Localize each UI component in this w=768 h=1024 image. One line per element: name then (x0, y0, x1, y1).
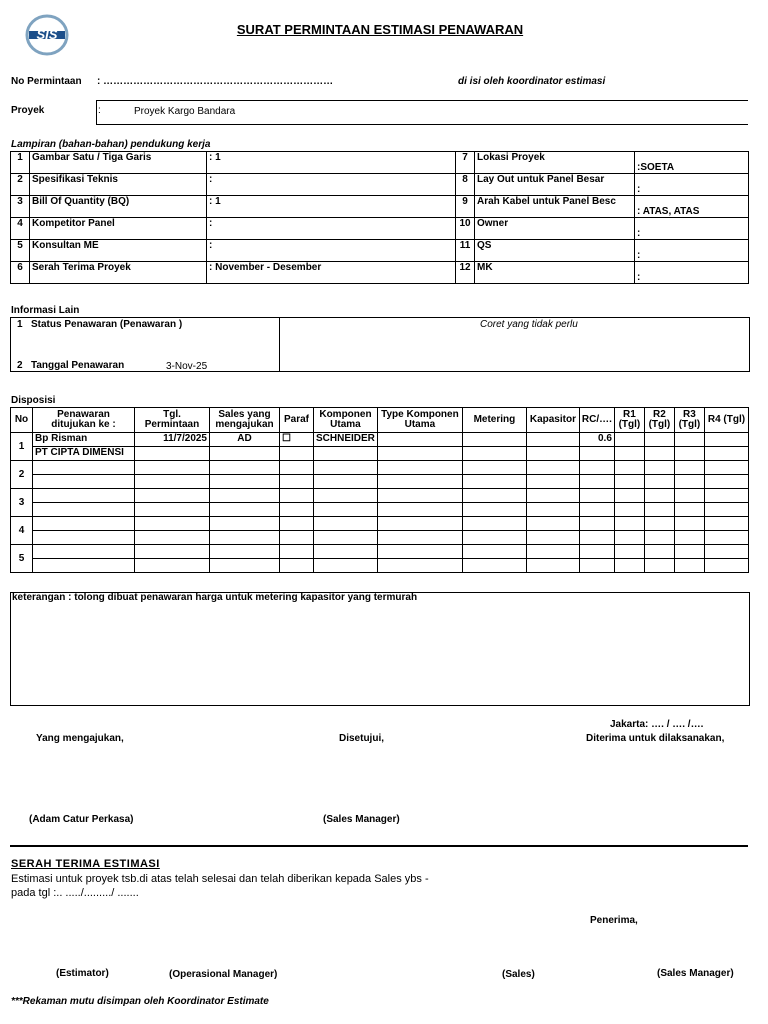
table-cell (314, 489, 378, 503)
submitted-label: Yang mengajukan, (36, 733, 124, 744)
table-cell (579, 559, 614, 573)
table-cell (462, 559, 526, 573)
table-row (11, 433, 749, 447)
table-cell (314, 475, 378, 489)
col-header: Penawaran ditujukan ke : (33, 408, 135, 433)
attachment-label: Gambar Satu / Tiga Garis (30, 152, 207, 174)
table-cell (314, 531, 378, 545)
table-cell (579, 461, 614, 475)
attachment-value: :SOETA (635, 152, 749, 174)
attachment-label: Konsultan ME (30, 240, 207, 262)
table-cell (33, 559, 135, 573)
table-cell (280, 447, 314, 461)
table-cell (280, 489, 314, 503)
row-no: 5 (11, 545, 33, 573)
coordinator-note: di isi oleh koordinator estimasi (458, 76, 606, 87)
table-cell (210, 475, 280, 489)
table-cell (526, 489, 579, 503)
col-header: R1 (Tgl) (614, 408, 644, 433)
table-cell (614, 475, 644, 489)
table-row (11, 517, 749, 531)
table-row (11, 531, 749, 545)
attachment-label: Lay Out untuk Panel Besar (475, 174, 635, 196)
paraf-mark: ☐ (280, 433, 314, 447)
attachments-heading: Lampiran (bahan-bahan) pendukung kerja (11, 139, 211, 150)
table-cell (644, 489, 674, 503)
col-header: Paraf (280, 408, 314, 433)
table-cell (579, 531, 614, 545)
table-cell (704, 461, 748, 475)
table-cell (644, 545, 674, 559)
table-cell (280, 461, 314, 475)
table-cell (704, 517, 748, 531)
table-cell (210, 531, 280, 545)
col-header: R3 (Tgl) (674, 408, 704, 433)
table-cell (33, 531, 135, 545)
receiver-label: Penerima, (590, 915, 638, 926)
main-component: SCHNEIDER (314, 433, 378, 447)
document-title: SURAT PERMINTAAN ESTIMASI PENAWARAN (236, 22, 524, 37)
sales-person: AD (210, 433, 280, 447)
table-cell (614, 517, 644, 531)
table-row (11, 447, 749, 461)
attachment-no: 3 (11, 196, 30, 218)
row-no: 2 (11, 461, 33, 489)
table-cell (614, 559, 644, 573)
disposition-header-row (11, 408, 749, 433)
col-header: Tgl. Permintaan (135, 408, 210, 433)
table-cell (579, 503, 614, 517)
table-cell (135, 461, 210, 475)
submitter-name: (Adam Catur Perkasa) (29, 814, 134, 825)
table-cell (579, 545, 614, 559)
table-cell (314, 517, 378, 531)
table-cell (280, 517, 314, 531)
table-cell (614, 461, 644, 475)
table-cell (135, 489, 210, 503)
project-bottom-rule (96, 124, 748, 125)
table-cell (210, 503, 280, 517)
table-cell (644, 559, 674, 573)
table-cell (377, 503, 462, 517)
project-label: Proyek (11, 105, 45, 116)
table-cell (644, 447, 674, 461)
attachment-label: Owner (475, 218, 635, 240)
attachment-label: Arah Kabel untuk Panel Besc (475, 196, 635, 218)
sig-sales: (Sales) (502, 969, 535, 980)
table-cell (462, 475, 526, 489)
disposition-table (10, 407, 749, 573)
place-date: Jakarta: …. / …. /…. (610, 719, 704, 730)
table-cell (644, 433, 674, 447)
sig-operational-manager: (Operasional Manager) (169, 969, 278, 980)
table-cell (674, 531, 704, 545)
attachment-no: 8 (456, 174, 475, 196)
table-cell (674, 489, 704, 503)
table-cell (526, 545, 579, 559)
table-cell (526, 475, 579, 489)
table-cell (210, 545, 280, 559)
request-date: 11/7/2025 (135, 433, 210, 447)
request-no-label: No Permintaan (11, 76, 82, 87)
table-cell (33, 475, 135, 489)
table-cell (526, 559, 579, 573)
table-cell (462, 503, 526, 517)
table-cell (614, 503, 644, 517)
sig-sales-manager: (Sales Manager) (657, 968, 734, 979)
handover-line2: pada tgl :.. ...../........./ ....... (11, 887, 139, 899)
table-cell (377, 489, 462, 503)
table-cell (33, 545, 135, 559)
table-cell (462, 517, 526, 531)
attachment-no: 1 (11, 152, 30, 174)
attachment-no: 7 (456, 152, 475, 174)
strike-note: Coret yang tidak perlu (480, 319, 578, 330)
project-left-rule (96, 100, 97, 124)
received-label: Diterima untuk dilaksanakan, (586, 733, 725, 744)
attachment-label: Spesifikasi Teknis (30, 174, 207, 196)
attachment-label: Bill Of Quantity (BQ) (30, 196, 207, 218)
table-cell (210, 489, 280, 503)
table-cell (210, 461, 280, 475)
table-cell (644, 531, 674, 545)
table-cell (314, 503, 378, 517)
attachment-label: Kompetitor Panel (30, 218, 207, 240)
handover-line1: Estimasi untuk proyek tsb.di atas telah selesai dan telah diberikan kepada Sales ybs - (11, 873, 429, 885)
table-cell (674, 433, 704, 447)
col-header: RC/…. (579, 408, 614, 433)
attachment-value: : (635, 218, 749, 240)
table-cell (210, 447, 280, 461)
table-cell (135, 559, 210, 573)
table-cell (704, 503, 748, 517)
row-no: 3 (11, 489, 33, 517)
notes-box (10, 592, 750, 706)
attachment-row (11, 262, 749, 284)
offer-date-no: 2 (17, 360, 23, 371)
table-cell (579, 447, 614, 461)
table-cell (614, 489, 644, 503)
table-cell (579, 475, 614, 489)
attachment-no: 10 (456, 218, 475, 240)
attachment-no: 11 (456, 240, 475, 262)
table-cell (280, 545, 314, 559)
row-no: 1 (11, 433, 33, 461)
attachment-no: 6 (11, 262, 30, 284)
recipient-company: PT CIPTA DIMENSI (33, 447, 135, 461)
table-cell (210, 517, 280, 531)
table-cell (377, 517, 462, 531)
offer-date-label: Tanggal Penawaran (31, 360, 125, 371)
table-row (11, 503, 749, 517)
table-cell (526, 517, 579, 531)
col-header: Type Komponen Utama (377, 408, 462, 433)
table-cell (33, 461, 135, 475)
attachment-value: : 1 (207, 196, 456, 218)
table-cell (314, 447, 378, 461)
table-cell (614, 531, 644, 545)
table-cell (579, 517, 614, 531)
table-cell (377, 447, 462, 461)
table-cell (704, 447, 748, 461)
table-cell (614, 447, 644, 461)
attachment-value: : ATAS, ATAS (635, 196, 749, 218)
attachment-row (11, 240, 749, 262)
table-row (11, 489, 749, 503)
attachment-value: : (635, 262, 749, 284)
table-cell (135, 447, 210, 461)
project-value: Proyek Kargo Bandara (134, 106, 236, 117)
attachment-no: 2 (11, 174, 30, 196)
attachment-no: 9 (456, 196, 475, 218)
info-heading: Informasi Lain (11, 305, 80, 316)
table-cell (614, 545, 644, 559)
col-header: R2 (Tgl) (644, 408, 674, 433)
attachment-value: : November - Desember (207, 262, 456, 284)
table-cell (704, 531, 748, 545)
table-cell (674, 461, 704, 475)
table-cell (462, 447, 526, 461)
col-header: Komponen Utama (314, 408, 378, 433)
attachment-row (11, 218, 749, 240)
col-header: Sales yang mengajukan (210, 408, 280, 433)
table-row (11, 559, 749, 573)
rc-value: 0.6 (579, 433, 614, 447)
disposition-heading: Disposisi (11, 395, 56, 406)
table-cell (674, 559, 704, 573)
table-row (11, 475, 749, 489)
table-cell (377, 475, 462, 489)
table-cell (644, 503, 674, 517)
project-top-rule (96, 100, 748, 101)
table-cell (33, 517, 135, 531)
attachment-label: Lokasi Proyek (475, 152, 635, 174)
attachment-no: 12 (456, 262, 475, 284)
status-no: 1 (17, 319, 23, 330)
table-cell (135, 475, 210, 489)
table-cell (280, 531, 314, 545)
table-cell (377, 545, 462, 559)
table-cell (377, 433, 462, 447)
table-cell (280, 475, 314, 489)
handover-heading: SERAH TERIMA ESTIMASI (11, 858, 160, 870)
table-cell (614, 433, 644, 447)
table-cell (674, 475, 704, 489)
table-cell (704, 489, 748, 503)
table-cell (704, 475, 748, 489)
col-header: Metering (462, 408, 526, 433)
table-cell (644, 517, 674, 531)
request-no-value: : …………………………………………………………… (97, 76, 334, 87)
table-cell (210, 559, 280, 573)
table-cell (314, 559, 378, 573)
attachment-value: : (207, 174, 456, 196)
project-colon: : (98, 105, 101, 116)
table-cell (135, 531, 210, 545)
approved-label: Disetujui, (339, 733, 385, 744)
table-cell (674, 503, 704, 517)
svg-text:SIS: SIS (36, 27, 58, 42)
footer-note: ***Rekaman mutu disimpan oleh Koordinator Estimate (11, 996, 269, 1007)
table-cell (462, 461, 526, 475)
table-cell (579, 489, 614, 503)
table-cell (314, 545, 378, 559)
table-cell (526, 531, 579, 545)
table-cell (377, 559, 462, 573)
row-no: 4 (11, 517, 33, 545)
attachment-value: : (635, 240, 749, 262)
table-cell (526, 461, 579, 475)
table-cell (314, 461, 378, 475)
table-cell (280, 503, 314, 517)
table-cell (280, 559, 314, 573)
table-cell (462, 545, 526, 559)
table-cell (462, 433, 526, 447)
attachment-value: : (207, 218, 456, 240)
sig-estimator: (Estimator) (56, 968, 109, 979)
table-cell (462, 489, 526, 503)
section-divider (10, 845, 748, 847)
table-cell (377, 531, 462, 545)
attachment-row (11, 174, 749, 196)
table-cell (377, 461, 462, 475)
table-cell (644, 461, 674, 475)
table-cell (704, 559, 748, 573)
attachment-no: 5 (11, 240, 30, 262)
attachment-value: : (207, 240, 456, 262)
table-cell (526, 433, 579, 447)
table-cell (135, 517, 210, 531)
table-cell (135, 503, 210, 517)
table-row (11, 461, 749, 475)
attachment-label: MK (475, 262, 635, 284)
table-cell (704, 433, 748, 447)
table-cell (674, 517, 704, 531)
col-header: No (11, 408, 33, 433)
table-cell (704, 545, 748, 559)
table-cell (33, 503, 135, 517)
table-cell (674, 447, 704, 461)
table-cell (674, 545, 704, 559)
attachment-label: Serah Terima Proyek (30, 262, 207, 284)
attachments-table (10, 151, 749, 284)
attachment-row (11, 196, 749, 218)
offer-date-value: 3-Nov-25 (166, 361, 208, 372)
table-cell (135, 545, 210, 559)
table-cell (33, 489, 135, 503)
attachment-label: QS (475, 240, 635, 262)
col-header: R4 (Tgl) (704, 408, 748, 433)
attachment-no: 4 (11, 218, 30, 240)
table-cell (462, 531, 526, 545)
recipient-name: Bp Risman (33, 433, 135, 447)
table-cell (526, 447, 579, 461)
table-cell (526, 503, 579, 517)
attachment-row (11, 152, 749, 174)
approver-name: (Sales Manager) (323, 814, 400, 825)
status-label: Status Penawaran (Penawaran ) (31, 319, 183, 330)
attachment-value: : (635, 174, 749, 196)
col-header: Kapasitor (526, 408, 579, 433)
table-cell (644, 475, 674, 489)
notes-text: keterangan : tolong dibuat penawaran harga untuk metering kapasitor yang termurah (12, 592, 418, 603)
attachment-value: : 1 (207, 152, 456, 174)
table-row (11, 545, 749, 559)
